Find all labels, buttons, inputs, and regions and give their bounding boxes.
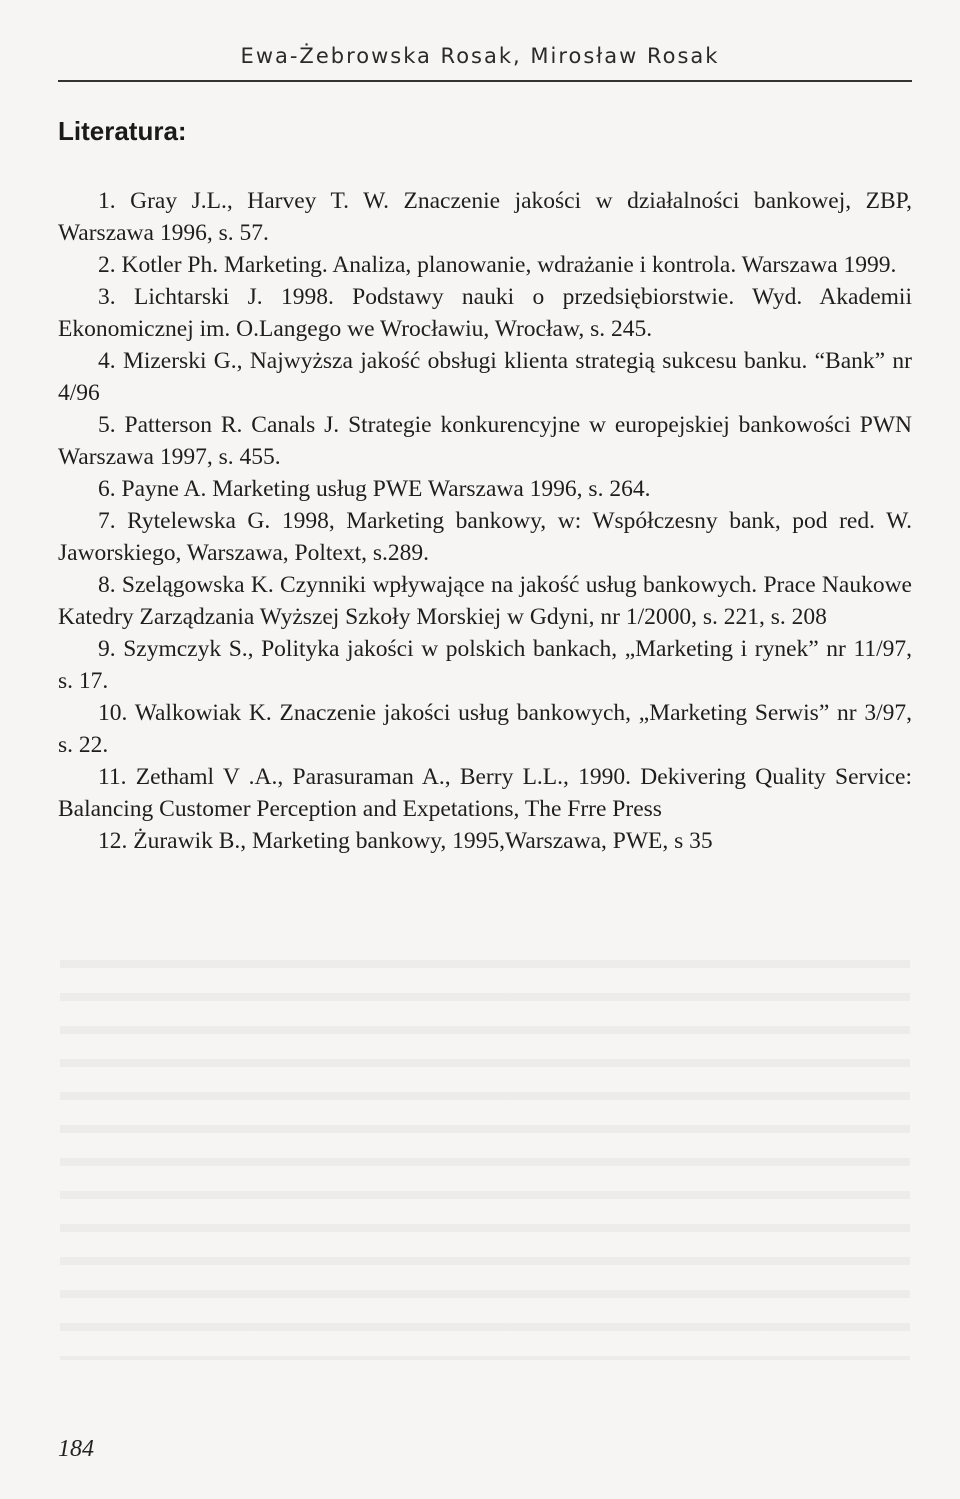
reference-item: 3. Lichtarski J. 1998. Podstawy nauki o przedsiębiorstwie. Wyd. Akademii Ekonomicznej im. O.Langego we Wrocławiu, Wrocław, s. 245. — [58, 284, 912, 342]
reference-item: 11. Zethaml V .A., Parasuraman A., Berry L.L., 1990. Dekivering Quality Service: Balancing Customer Perception and Expetations, The Frre Press — [58, 764, 912, 822]
reference-item: 4. Mizerski G., Najwyższa jakość obsługi klienta strategią sukcesu banku. “Bank” nr 4/96 — [58, 348, 912, 406]
page-number: 184 — [58, 1436, 94, 1462]
reference-item: 8. Szelągowska K. Czynniki wpływające na jakość usług bankowych. Prace Naukowe Katedry Zarządzania Wyższej Szkoły Morskiej w Gdyni, nr 1/2000, s. 221, s. 208 — [58, 572, 912, 630]
running-header: Ewa-Żebrowska Rosak, Mirosław Rosak — [240, 44, 720, 68]
reference-item: 1. Gray J.L., Harvey T. W. Znaczenie jakości w działalności bankowej, ZBP, Warszawa 1996, s. 57. — [58, 188, 912, 246]
reference-item: 2. Kotler Ph. Marketing. Analiza, planowanie, wdrażanie i kontrola. Warszawa 1999. — [98, 252, 897, 278]
reference-item: 5. Patterson R. Canals J. Strategie konkurencyjne w europejskiej bankowości PWN Warszawa 1997, s. 455. — [58, 412, 912, 470]
reference-list — [58, 185, 912, 857]
reference-item: 10. Walkowiak K. Znaczenie jakości usług bankowych, „Marketing Serwis” nr 3/97, s. 22. — [58, 700, 912, 758]
reference-item: 7. Rytelewska G. 1998, Marketing bankowy, w: Współczesny bank, pod red. W. Jaworskiego, Warszawa, Poltext, s.289. — [58, 508, 912, 566]
reverse-side-bleed-through — [60, 940, 910, 1360]
section-heading: Literatura: — [58, 116, 187, 146]
header-rule — [58, 80, 912, 82]
reference-item: 12. Żurawik B., Marketing bankowy, 1995,Warszawa, PWE, s 35 — [98, 828, 713, 854]
reference-item: 6. Payne A. Marketing usług PWE Warszawa 1996, s. 264. — [98, 476, 651, 502]
reference-item: 9. Szymczyk S., Polityka jakości w polskich bankach, „Marketing i rynek” nr 11/97, s. 17. — [58, 636, 912, 694]
